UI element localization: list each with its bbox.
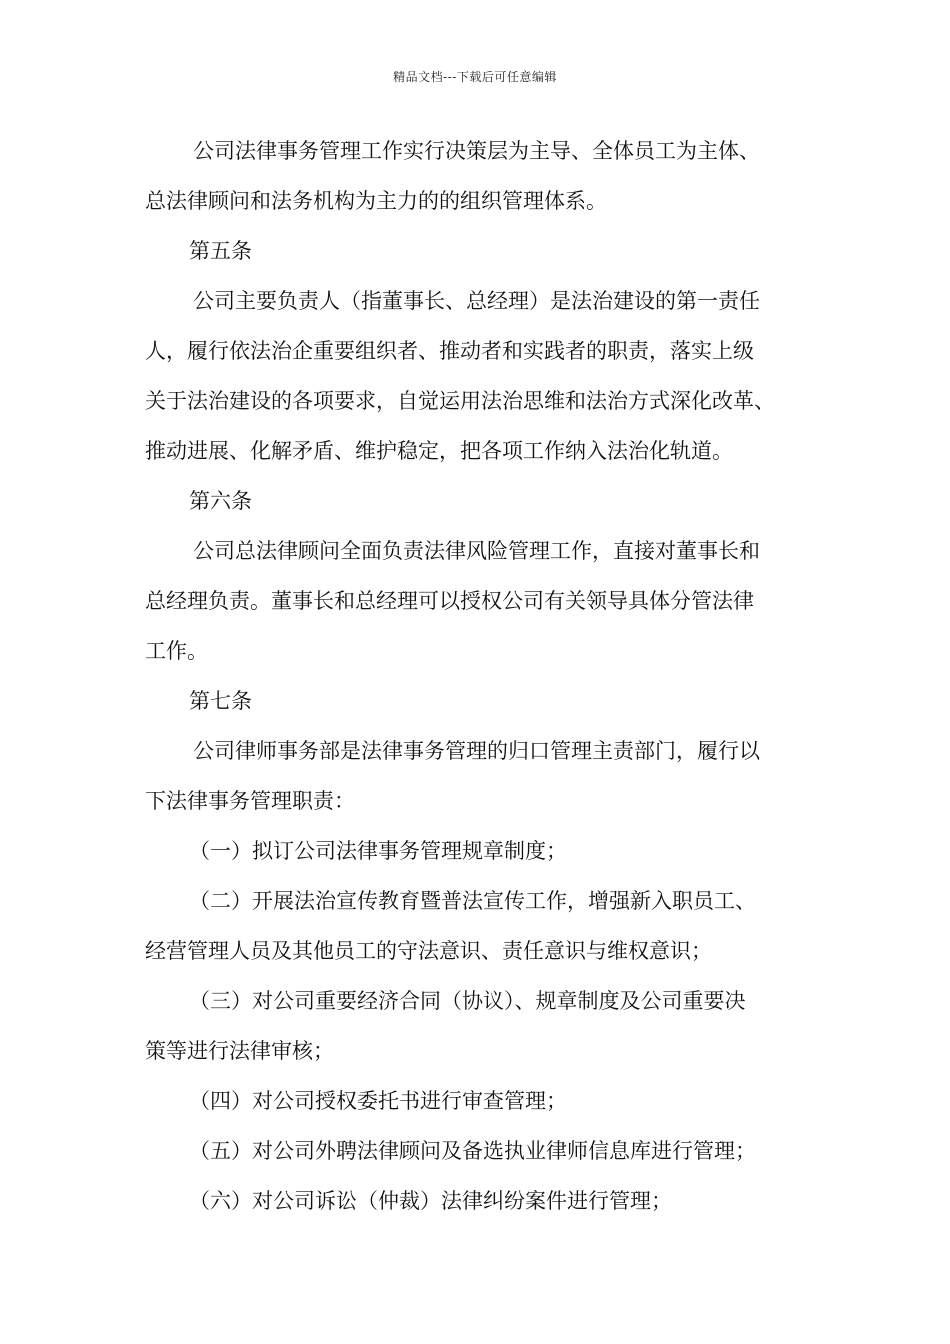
list-item: （三）对公司重要经济合同（协议）、规章制度及公司重要决: [189, 989, 746, 1013]
article-heading: 第六条: [189, 489, 252, 513]
paragraph-line: 工作。: [145, 639, 208, 663]
document-body: [145, 126, 825, 1226]
article-heading: 第五条: [189, 239, 252, 263]
list-item: （六）对公司诉讼（仲裁）法律纠纷案件进行管理；: [189, 1189, 672, 1213]
page-header: 精品文档---下载后可任意编辑: [393, 70, 557, 84]
list-item: （一）拟订公司法律事务管理规章制度；: [189, 839, 567, 863]
paragraph-line: 总法律顾问和法务机构为主力的的组织管理体系。: [145, 189, 607, 213]
list-item: （二）开展法治宣传教育暨普法宣传工作，增强新入职员工、: [189, 889, 756, 913]
paragraph-line: 公司法律事务管理工作实行决策层为主导、全体员工为主体、: [193, 139, 760, 163]
article-heading: 第七条: [189, 689, 252, 713]
paragraph-line: 关于法治建设的各项要求，自觉运用法治思维和法治方式深化改革、: [145, 389, 775, 413]
paragraph-line: 公司主要负责人（指董事长、总经理）是法治建设的第一责任: [193, 289, 760, 313]
paragraph-line: 人，履行依法治企重要组织者、推动者和实践者的职责，落实上级: [145, 339, 754, 363]
list-item-continuation: 经营管理人员及其他员工的守法意识、责任意识与维权意识；: [145, 939, 712, 963]
paragraph-line: 下法律事务管理职责：: [145, 789, 355, 813]
list-item-continuation: 策等进行法律审核；: [145, 1039, 334, 1063]
paragraph-line: 推动进展、化解矛盾、维护稳定，把各项工作纳入法治化轨道。: [145, 439, 733, 463]
paragraph-line: 总经理负责。董事长和总经理可以授权公司有关领导具体分管法律: [145, 589, 754, 613]
paragraph-line: 公司律师事务部是法律事务管理的归口管理主责部门，履行以: [193, 739, 760, 763]
list-item: （四）对公司授权委托书进行审查管理；: [189, 1089, 567, 1113]
paragraph-line: 公司总法律顾问全面负责法律风险管理工作，直接对董事长和: [193, 539, 760, 563]
list-item: （五）对公司外聘法律顾问及备选执业律师信息库进行管理；: [189, 1139, 756, 1163]
